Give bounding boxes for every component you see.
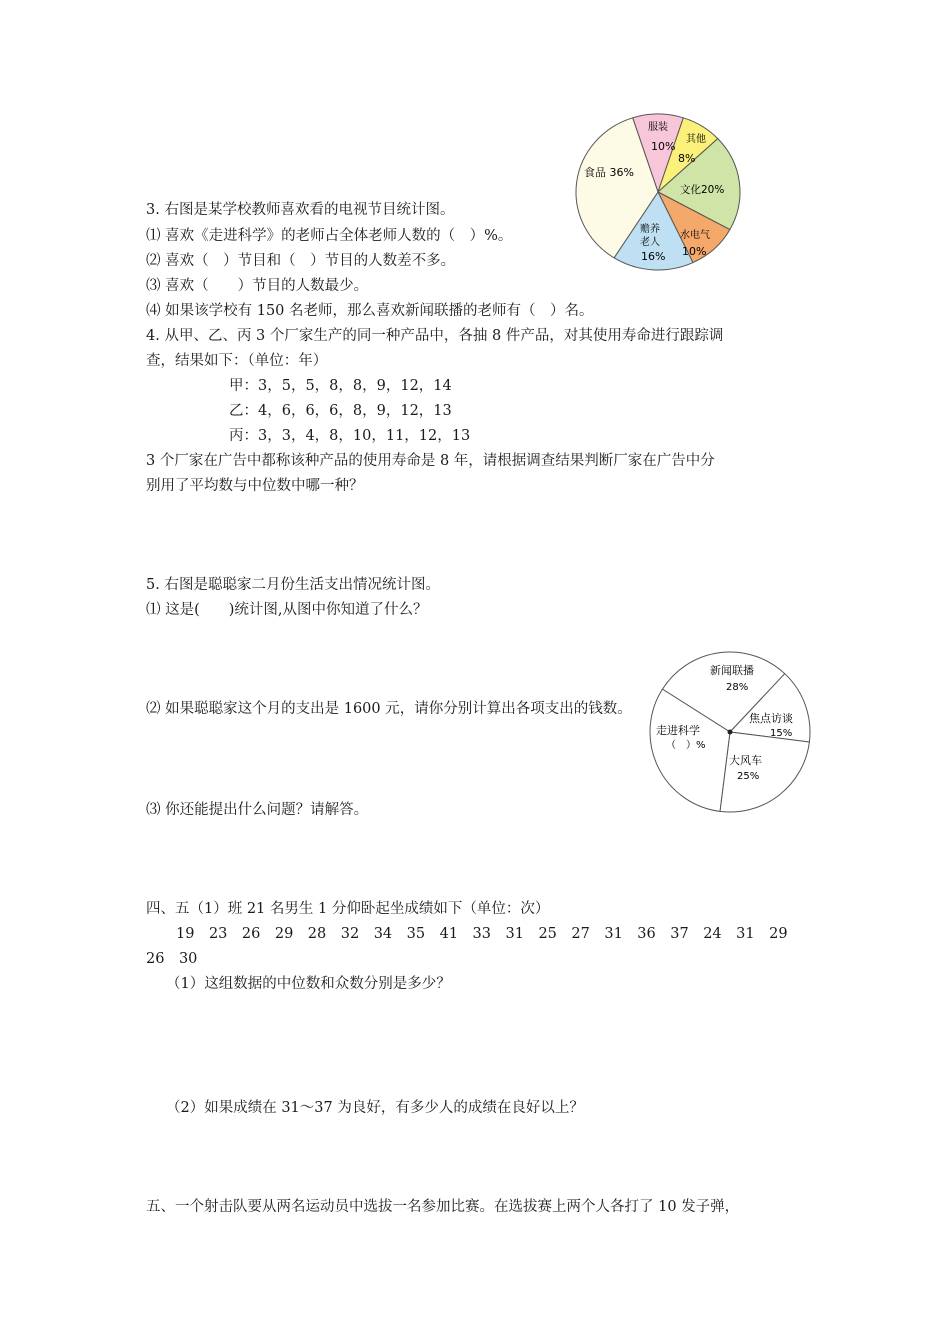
label-zoujin: 走进科学 bbox=[656, 724, 700, 737]
q4-data-yi: 乙：4，6，6，6，8，9，12，13 bbox=[229, 403, 452, 419]
expense-pie-chart bbox=[646, 648, 816, 818]
q4-line2: 查，结果如下：（单位：年） bbox=[146, 353, 328, 369]
tv-program-pie-chart bbox=[574, 112, 744, 274]
expense-pie-slice-2 bbox=[720, 732, 809, 812]
value-qita: 8% bbox=[678, 152, 696, 165]
label-xinwen: 新闻联播 bbox=[710, 664, 754, 677]
section4-q2: （2）如果成绩在 31～37 为良好，有多少人的成绩在良好以上？ bbox=[166, 1100, 584, 1116]
value-shuidianqi: 10% bbox=[682, 245, 707, 258]
label-dafengche: 大风车 bbox=[729, 754, 762, 767]
q4-line3: 3 个厂家在广告中都称该种产品的使用寿命是 8 年，请根据调查结果判断厂家在广告中分 bbox=[146, 453, 715, 469]
q4-data-bing: 丙：3，3，4，8，10，11，12，13 bbox=[229, 428, 471, 444]
label-fuzhuang: 服装 bbox=[648, 122, 668, 133]
section4-data-row2: 26 30 bbox=[146, 951, 198, 967]
q4-data-jia: 甲：3，5，5，8，8，9，12，14 bbox=[229, 378, 452, 394]
label-shuidianqi: 水电气 bbox=[680, 230, 710, 241]
value-dafengche: 25% bbox=[737, 771, 760, 782]
q3-sub2: ⑵ 喜欢（ ）节目和（ ）节目的人数差不多。 bbox=[146, 253, 456, 269]
q5-sub2: ⑵ 如果聪聪家这个月的支出是 1600 元，请你分别计算出各项支出的钱数。 bbox=[146, 701, 632, 717]
value-jiaodian: 15% bbox=[770, 728, 793, 739]
value-shanyang: 16% bbox=[641, 250, 666, 263]
label-shanyang-2: 老人 bbox=[640, 237, 660, 248]
label-jiaodian: 焦点访谈 bbox=[749, 712, 793, 725]
q5-sub3: ⑶ 你还能提出什么问题？请解答。 bbox=[146, 802, 369, 818]
q5-sub1: ⑴ 这是( )统计图,从图中你知道了什么？ bbox=[146, 602, 428, 618]
q3-title: 3. 右图是某学校教师喜欢看的电视节目统计图。 bbox=[146, 202, 455, 218]
section4-heading: 四、五（1）班 21 名男生 1 分仰卧起坐成绩如下（单位：次） bbox=[146, 901, 550, 917]
label-shanyang-1: 赡养 bbox=[640, 224, 660, 235]
section5-heading: 五、一个射击队要从两名运动员中选拔一名参加比赛。在选拔赛上两个人各打了 10 发子弹， bbox=[146, 1199, 740, 1215]
value-shipin: 食品 36% bbox=[584, 166, 634, 179]
value-wenhua: 文化20% bbox=[680, 184, 725, 196]
value-xinwen: 28% bbox=[726, 682, 749, 693]
section4-data-row1: 19 23 26 29 28 32 34 35 41 33 31 25 27 31 36 37 24 31 29 bbox=[176, 926, 788, 942]
value-fuzhuang: 10% bbox=[651, 140, 676, 153]
q3-sub1: ⑴ 喜欢《走进科学》的老师占全体老师人数的（ ）%。 bbox=[146, 228, 513, 244]
q4-line1: 4. 从甲、乙、丙 3 个厂家生产的同一种产品中，各抽 8 件产品，对其使用寿命进行跟踪调 bbox=[146, 328, 724, 344]
value-zoujin: （ ）% bbox=[666, 740, 706, 751]
q5-title: 5. 右图是聪聪家二月份生活支出情况统计图。 bbox=[146, 577, 440, 593]
q3-sub4: ⑷ 如果该学校有 150 名老师，那么喜欢新闻联播的老师有（ ）名。 bbox=[146, 303, 594, 319]
q4-line4: 别用了平均数与中位数中哪一种？ bbox=[146, 478, 364, 494]
section4-q1: （1）这组数据的中位数和众数分别是多少？ bbox=[166, 976, 451, 992]
label-qita: 其他 bbox=[686, 134, 706, 145]
q3-sub3: ⑶ 喜欢（ ）节目的人数最少。 bbox=[146, 278, 369, 294]
